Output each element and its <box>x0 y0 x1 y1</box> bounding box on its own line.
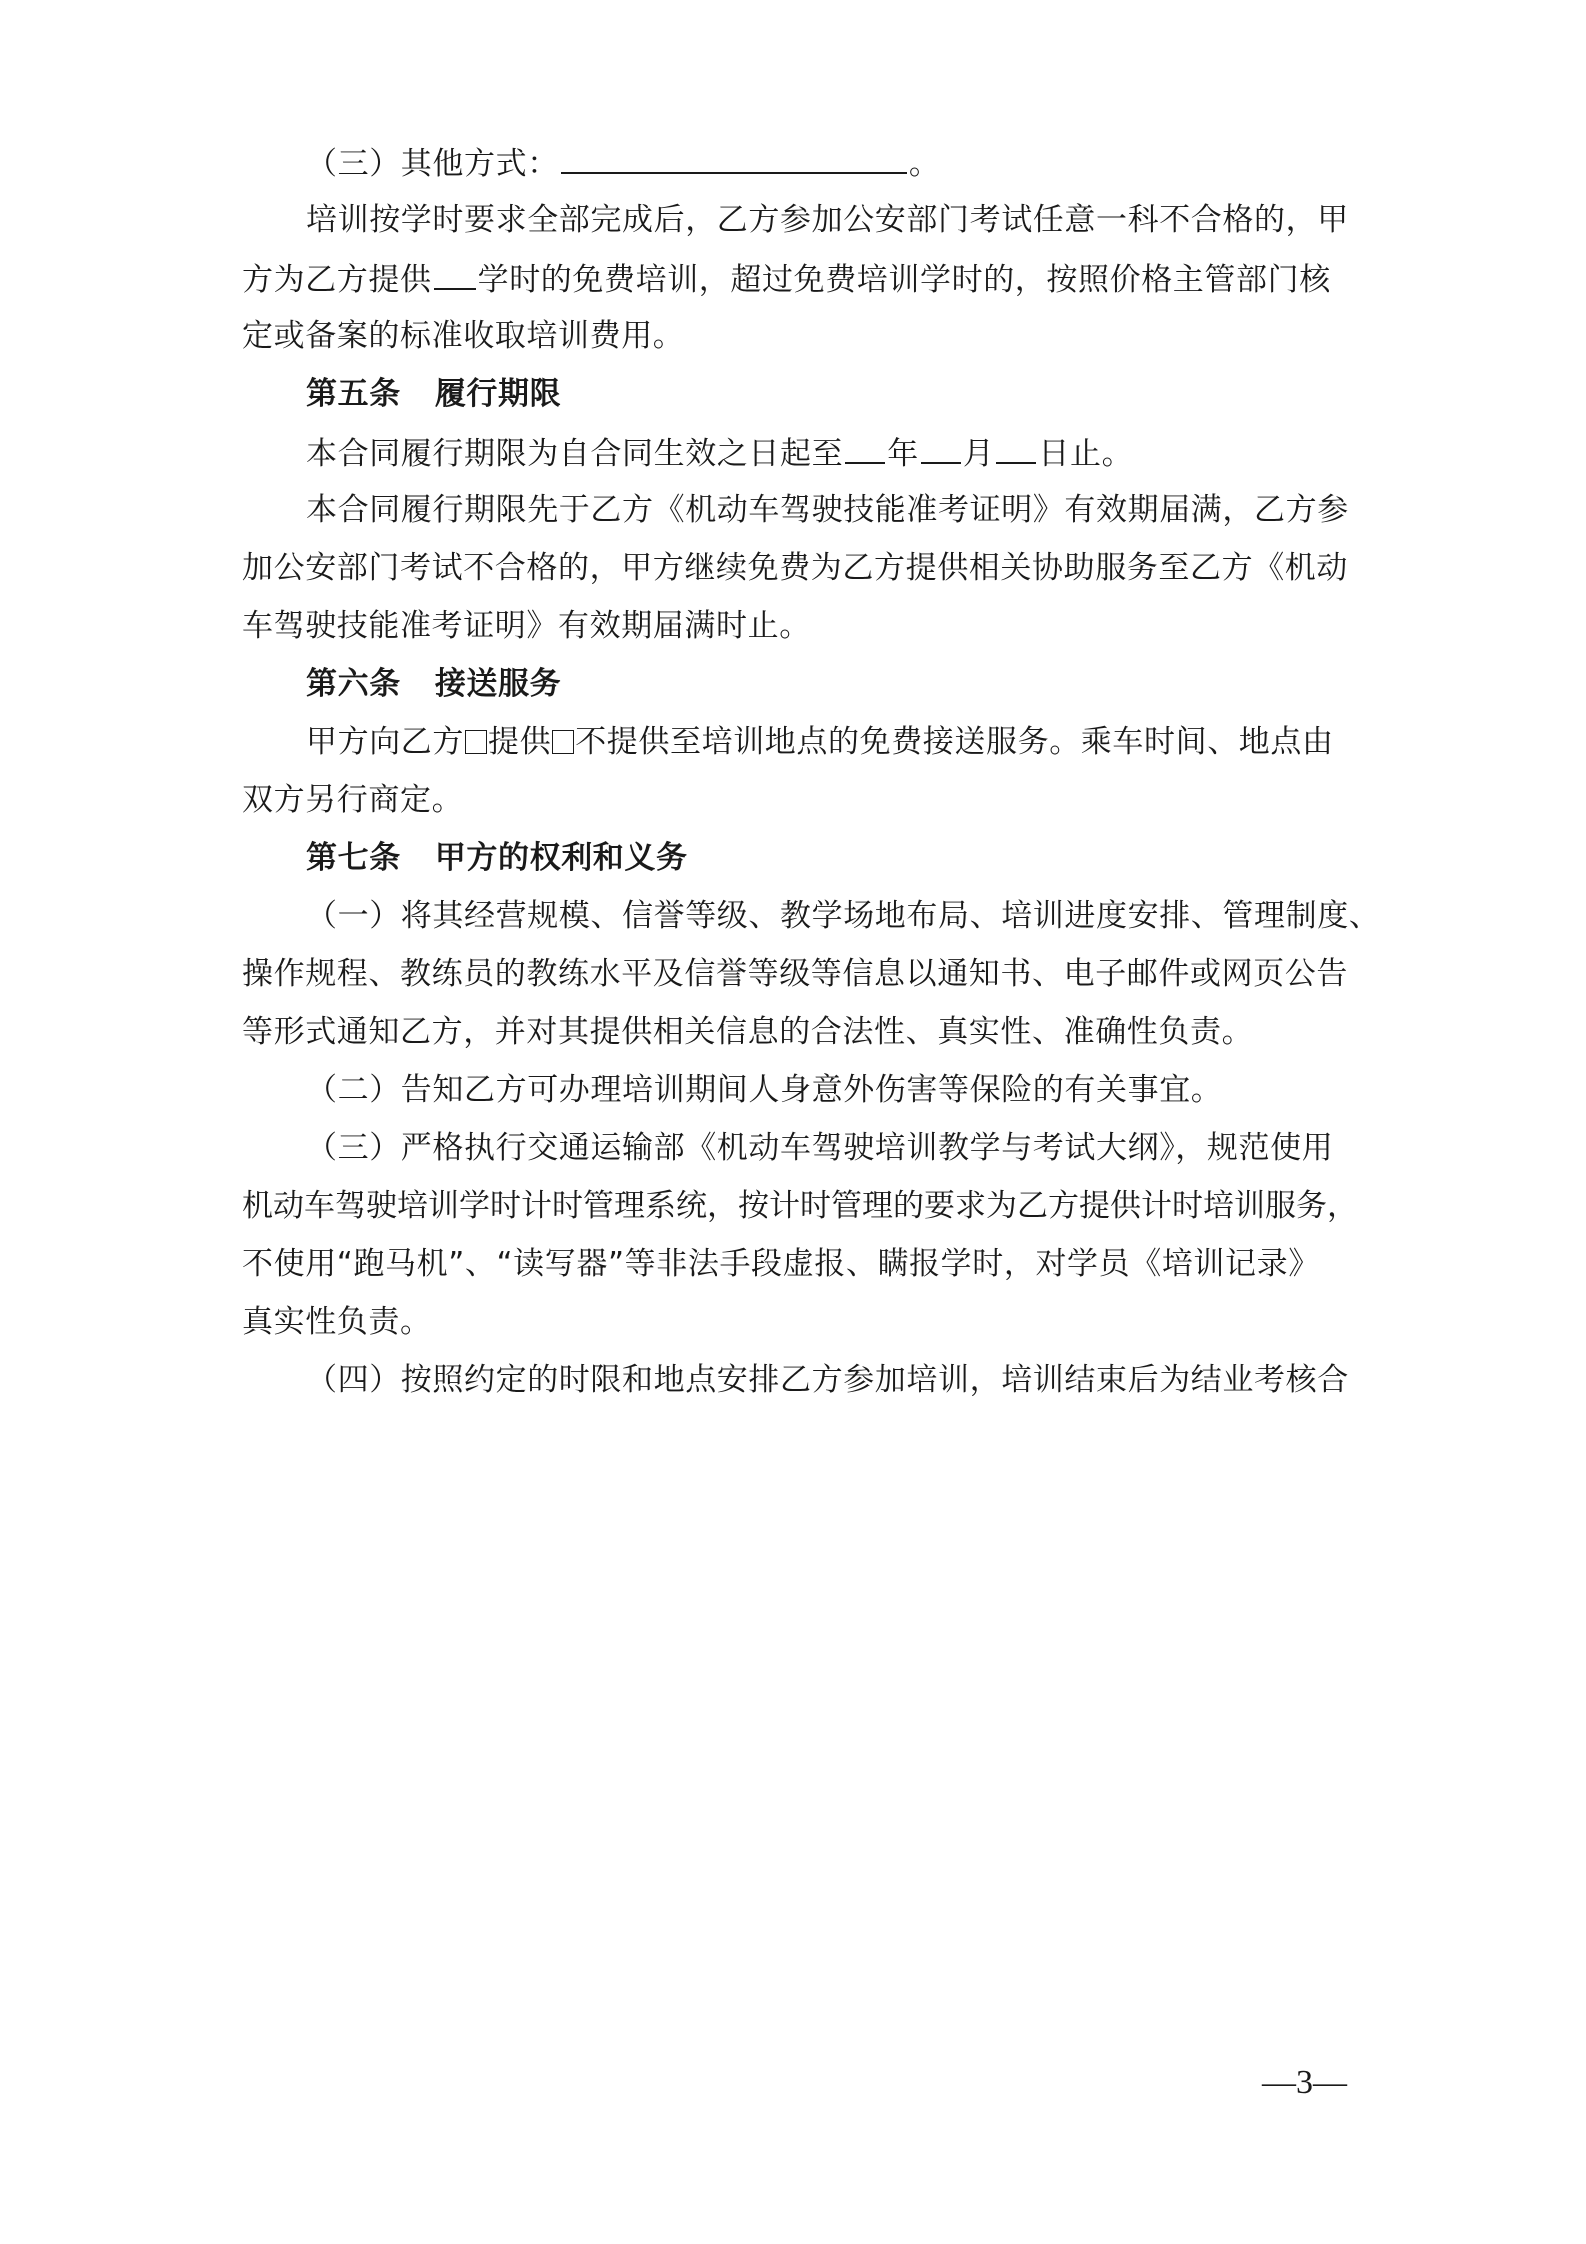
paragraph-line: 真实性负责。 <box>242 1304 432 1340</box>
paragraph-line: 定或备案的标准收取培训费用。 <box>242 318 685 354</box>
other-method-line <box>306 142 1426 184</box>
day-label: 日止。 <box>1038 436 1134 472</box>
article-number: 第七条 <box>306 840 401 876</box>
article-title: 接送服务 <box>434 666 562 702</box>
paragraph-line: 不使用“跑马机”、“读写器”等非法手段虚报、瞒报学时，对学员《培训记录》 <box>242 1246 1320 1282</box>
free-hours-blank[interactable] <box>434 258 476 290</box>
paragraph-line: 双方另行商定。 <box>242 782 464 818</box>
paragraph-line: 操作规程、教练员的教练水平及信誉等级等信息以通知书、电子邮件或网页公告 <box>242 956 1348 992</box>
paragraph-line: （四）按照约定的时限和地点安排乙方参加培训，培训结束后为结业考核合 <box>306 1362 1349 1398</box>
paragraph-line: （二）告知乙方可办理培训期间人身意外伤害等保险的有关事宜。 <box>306 1072 1223 1108</box>
other-method-blank[interactable] <box>561 142 907 174</box>
paragraph-line: 本合同履行期限先于乙方《机动车驾驶技能准考证明》有效期届满，乙方参 <box>306 492 1349 528</box>
free-training-prefix: 方为乙方提供 <box>242 262 432 298</box>
day-blank[interactable] <box>996 432 1036 464</box>
paragraph-line: 等形式通知乙方，并对其提供相关信息的合法性、真实性、准确性负责。 <box>242 1014 1254 1050</box>
year-label: 年 <box>887 436 919 472</box>
month-blank[interactable] <box>921 432 961 464</box>
shuttle-line <box>306 722 1426 762</box>
article-6-heading <box>306 664 1426 704</box>
other-method-label: （三）其他方式： <box>306 146 559 182</box>
free-training-suffix: 学时的免费培训，超过免费培训学时的，按照价格主管部门核 <box>477 262 1331 298</box>
provide-label: 提供 <box>488 724 552 760</box>
other-method-period: 。 <box>908 146 941 182</box>
paragraph-line: 加公安部门考试不合格的，甲方继续免费为乙方提供相关协助服务至乙方《机动 <box>242 550 1348 586</box>
article-7-heading <box>306 838 1426 878</box>
article-title: 甲方的权利和义务 <box>434 840 688 876</box>
month-label: 月 <box>962 436 995 472</box>
paragraph-line: 培训按学时要求全部完成后，乙方参加公安部门考试任意一科不合格的，甲 <box>306 202 1349 238</box>
provide-checkbox[interactable] <box>465 730 487 754</box>
free-training-line <box>242 258 1362 300</box>
article-5-heading <box>306 374 1426 414</box>
not-provide-label: 不提供至培训地点的免费接送服务。乘车时间、地点由 <box>575 724 1334 760</box>
paragraph-line: （一）将其经营规模、信誉等级、教学场地布局、培训进度安排、管理制度、 <box>306 898 1381 934</box>
article-title: 履行期限 <box>434 376 562 412</box>
page-number: —3— <box>1262 2064 1347 2101</box>
term-prefix: 本合同履行期限为自合同生效之日起至 <box>306 436 844 472</box>
paragraph-line: 车驾驶技能准考证明》有效期届满时止。 <box>242 608 811 644</box>
term-line <box>306 432 1426 474</box>
shuttle-prefix: 甲方向乙方 <box>306 724 464 760</box>
year-blank[interactable] <box>845 432 885 464</box>
not-provide-checkbox[interactable] <box>552 730 574 754</box>
article-number: 第六条 <box>306 666 401 702</box>
paragraph-line: 机动车驾驶培训学时计时管理系统，按计时管理的要求为乙方提供计时培训服务， <box>242 1188 1358 1224</box>
paragraph-line: （三）严格执行交通运输部《机动车驾驶培训教学与考试大纲》，规范使用 <box>306 1130 1334 1166</box>
article-number: 第五条 <box>306 376 401 412</box>
